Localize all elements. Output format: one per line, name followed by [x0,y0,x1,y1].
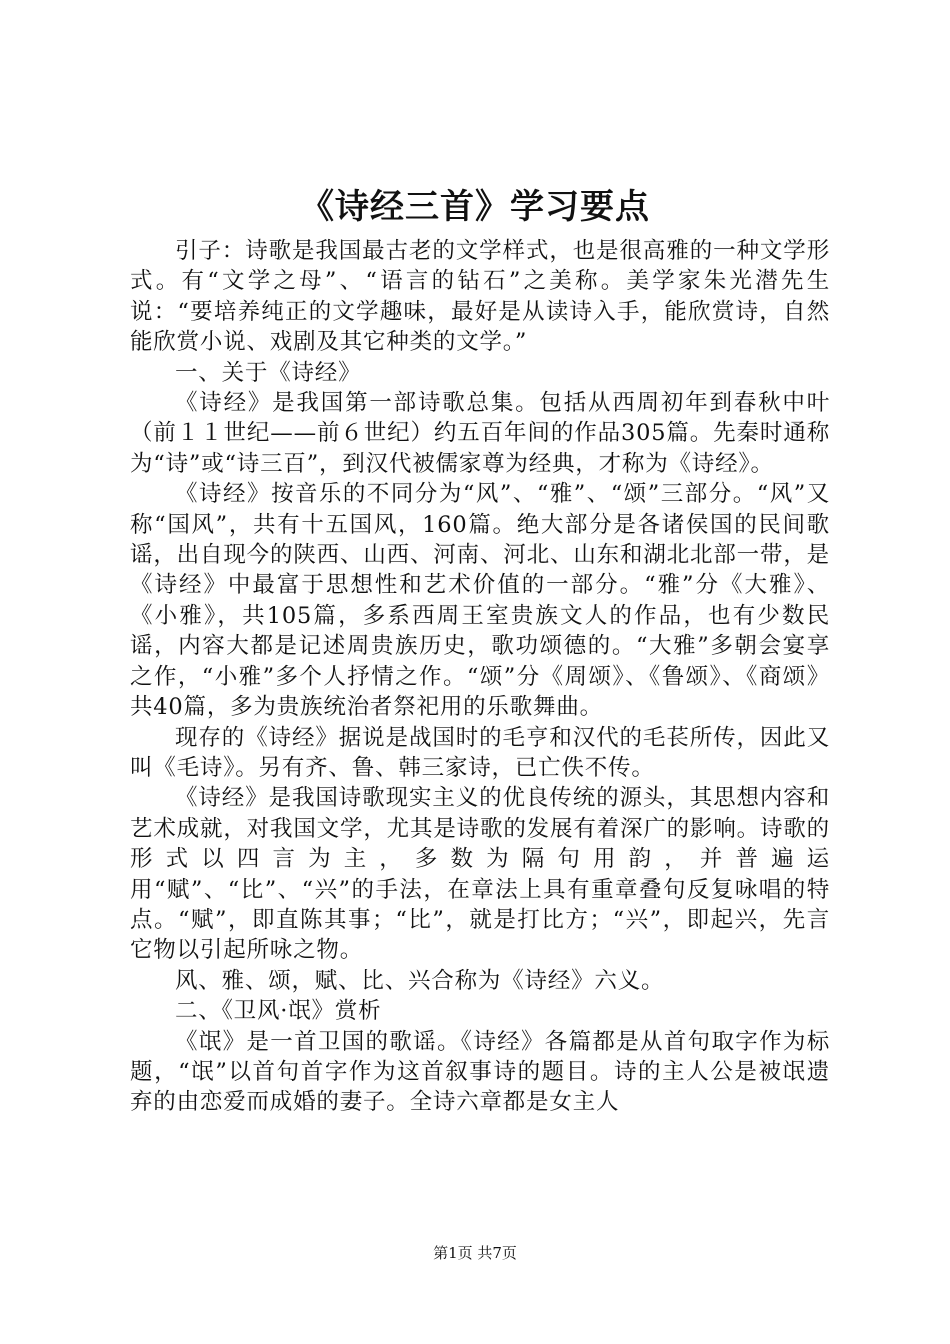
paragraph-influence: 《诗经》是我国诗歌现实主义的优良传统的源头，其思想内容和艺术成就，对我国文学，尤其是诗歌的发展有着深广的影响。诗歌的形式以四言为主，多数为隔句用韵，并普遍运用“赋”、“比”、“兴”的手法，在章法上具有重章叠句反复咏唱的特点。“赋”，即直陈其事；“比”，就是打比方；“兴”，即起兴，先言它物以引起所咏之物。 [130,785,830,964]
paragraph-overview: 《诗经》是我国第一部诗歌总集。包括从西周初年到春秋中叶（前１１世纪——前６世纪）约五百年间的作品305篇。先秦时通称为“诗”或“诗三百”，到汉代被儒家尊为经典，才称为《诗经》。 [130,390,830,477]
section-heading-about-shijing: 一、关于《诗经》 [175,359,362,386]
paragraph-transmission: 现存的《诗经》据说是战国时的毛亨和汉代的毛苌所传，因此又叫《毛诗》。另有齐、鲁、韩三家诗，已亡佚不传。 [130,724,830,781]
paragraph-meng-analysis: 《氓》是一首卫国的歌谣。《诗经》各篇都是从首句取字作为标题，“氓”以首句首字作为这首叙事诗的题目。诗的主人公是被氓遗弃的由恋爱而成婚的妻子。全诗六章都是女主人 [130,1028,830,1116]
paragraph-six-principles: 风、雅、颂，赋、比、兴合称为《诗经》六义。 [175,967,665,994]
document-title: 《诗经三首》学习要点 [300,187,650,227]
page-footer: 第1页 共7页 [433,1244,517,1262]
paragraph-intro: 引子：诗歌是我国最古老的文学样式，也是很高雅的一种文学形式。有“文学之母”、“语言的钻石”之美称。美学家朱光潜先生说：“要培养纯正的文学趣味，最好是从读诗入手，能欣赏诗，自然能欣赏小说、戏剧及其它种类的文学。” [130,238,830,356]
section-heading-weifeng-meng: 二、《卫风·氓》赏析 [175,998,382,1025]
document-body [130,236,830,1118]
paragraph-classification: 《诗经》按音乐的不同分为“风”、“雅”、“颂”三部分。“风”又称“国风”，共有十五国风，160篇。绝大部分是各诸侯国的民间歌谣，出自现今的陕西、山西、河南、河北、山东和湖北北部一带，是《诗经》中最富于思想性和艺术价值的一部分。“雅”分《大雅》、《小雅》，共105篇，多系西周王室贵族文人的作品，也有少数民谣，内容大都是记述周贵族历史，歌功颂德的。“大雅”多朝会宴享之作，“小雅”多个人抒情之作。“颂”分《周颂》、《鲁颂》、《商颂》共40篇，多为贵族统治者祭祀用的乐歌舞曲。 [130,481,830,721]
